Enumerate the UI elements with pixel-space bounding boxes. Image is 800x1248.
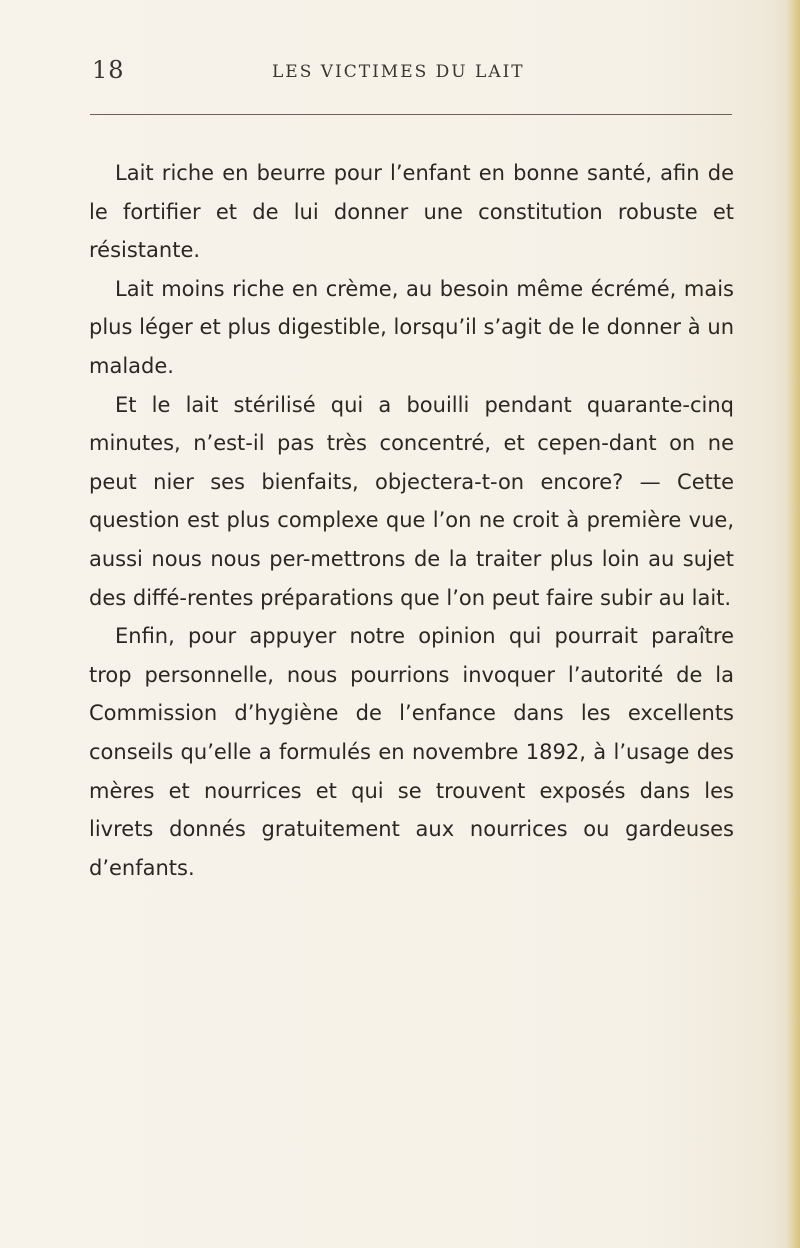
page-number: 18 — [92, 56, 125, 84]
paragraph-4: Enfin, pour appuyer notre opinion qui pourrait paraître trop personnelle, nous pourrions invoquer l’autorité de la Commission d’hygiène de l’enfance dans les excellents conseils qu’elle a formulés en novembre 1892, à l’usage des mères et nourrices et qui se trouvent exposés dans les livrets donnés gratuitement aux nourrices ou gardeuses d’enfants. — [89, 624, 734, 880]
header-rule — [90, 114, 732, 115]
paragraph-1: Lait riche en beurre pour l’enfant en bonne santé, afin de le fortifier et de lui donner une constitution robuste et résistante. — [89, 161, 734, 263]
body-text — [89, 154, 734, 887]
page-edge — [786, 0, 800, 1248]
running-head — [92, 56, 732, 90]
paragraph-3: Et le lait stérilisé qui a bouilli pendant quarante-cinq minutes, n’est-il pas très concentré, et cepen-dant on ne peut nier ses bienfaits, objectera-t-on encore? — Cette question est plus complexe que l’on ne croit à première vue, aussi nous nous per-mettrons de la traiter plus loin au sujet des diffé-rentes préparations que l’on peut faire subir au lait. — [89, 392, 734, 610]
running-title: LES VICTIMES DU LAIT — [272, 62, 525, 82]
paragraph-2: Lait moins riche en crème, au besoin même écrémé, mais plus léger et plus digestible, lorsqu’il s’agit de le donner à un malade. — [89, 276, 734, 378]
